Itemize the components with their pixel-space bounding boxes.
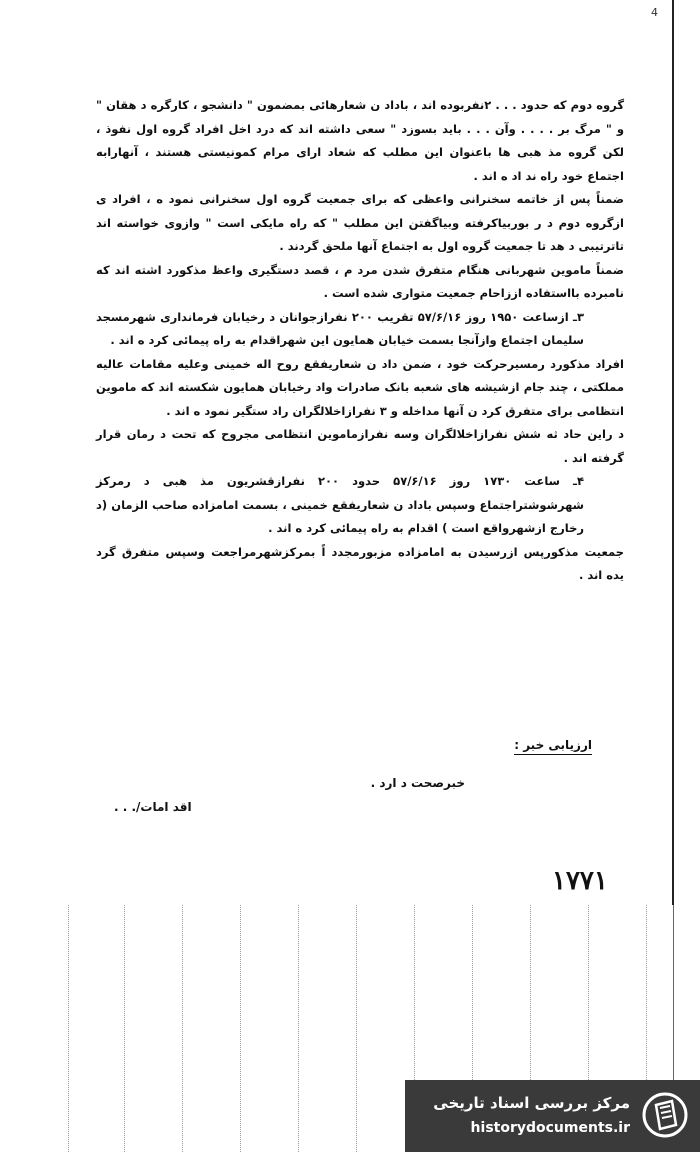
watermark-title: مرکز بررسی اسناد تاریخی: [433, 1094, 630, 1112]
assessment-label: [514, 738, 592, 752]
assessment-label-text: ارزیابی خبر :: [514, 738, 592, 755]
document-body: [96, 94, 624, 588]
page-number: ۱۷۷۱: [552, 866, 608, 896]
watermark-url: historydocuments.ir: [470, 1120, 630, 1136]
margin-rule: [672, 0, 674, 905]
paragraph: جمعیت مذکورپس ازرسیدن به امامزاده مزبورمجدد اً بمرکزشهرمراجعت وسپس متفرق گرد یده اند .: [96, 544, 624, 582]
watermark-banner: [405, 1080, 700, 1152]
paragraph: ۴ـ ساعت ۱۷۳۰ روز ۵۷/۶/۱۶ حدود ۲۰۰ نفرازقشریون مذ هبی د رمرکز شهرشوشتراجتماع وسپس باداد ن شعاریفقع خمینی ، بسمت امامزاده صاحب الزمان (د رخارج ازشهرواقع است ) اقدام به راه پیمائی کرد ه اند .: [96, 474, 584, 535]
actions-note: اقد امات/. . .: [114, 800, 192, 814]
paragraph: افراد مذکورد رمسیرحرکت خود ، ضمن داد ن شعاریفقع روح اله خمینی وعلیه مقامات عالیه مملکتی ، چند جام ازشیشه های شعبه بانک صادرات واد رخیابان همایون شکسته اند که ماموین انتظامی برای متفرق کرد ن آنها مداخله و ۳ نفرازاخلالگران راد ستگیر نمود ه اند .: [96, 356, 624, 418]
paragraph: ضمناً ماموین شهربانی هنگام متفرق شدن مرد م ، قصد دستگیری واعظ مذکورد اشته اند که نامبرده بااستفاده اززاحام جمعیت متواری شده است .: [96, 262, 624, 300]
archive-logo-icon: [642, 1092, 688, 1138]
paragraph: گروه دوم که حدود . . . ۲نفربوده اند ، باداد ن شعارهائی بمضمون " دانشجو ، کارگره د هقان " و " مرگ بر . . . . وآن . . . باید بسوزد " سعی داشته اند که درد اخل افراد گروه اول نفوذ ، لکن گروه مذ هبی ها باعنوان این مطلب که شعاد ارای مرام کمونیستی هستند ، آنهارابه اجتماع خود راه ند اد ه اند .: [96, 98, 625, 183]
paragraph: ۳ـ ازساعت ۱۹۵۰ روز ۵۷/۶/۱۶ تقریب ۲۰۰ نفرازجوانان د رخیابان فرمانداری شهرمسجد سلیمان اجتماع وازآنجا بسمت خیابان همایون این شهراقدام به راه پیمائی کرد ه اند .: [96, 309, 584, 347]
assessment-result: خبرصحت د ارد .: [370, 776, 465, 790]
paragraph: ضمناً پس از خاتمه سخنرانی واعظی که برای جمعیت گروه اول سخنرانی نمود ه ، افراد ی ازگروه دوم د ر بوربیاکرفته وبیاگفتن این مطلب " که راه مایکی است " وازوی خواسته اند تاترتیبی د هد تا جمعیت گروه اول به اجتماع آنها ملحق گردند .: [96, 192, 624, 253]
corner-mark: 4: [651, 6, 658, 19]
paragraph: د راین حاد ثه شش نفرازاخلالگران وسه نفرازماموین انتظامی مجروح که تحت د رمان قرار گرفته اند .: [96, 427, 624, 465]
